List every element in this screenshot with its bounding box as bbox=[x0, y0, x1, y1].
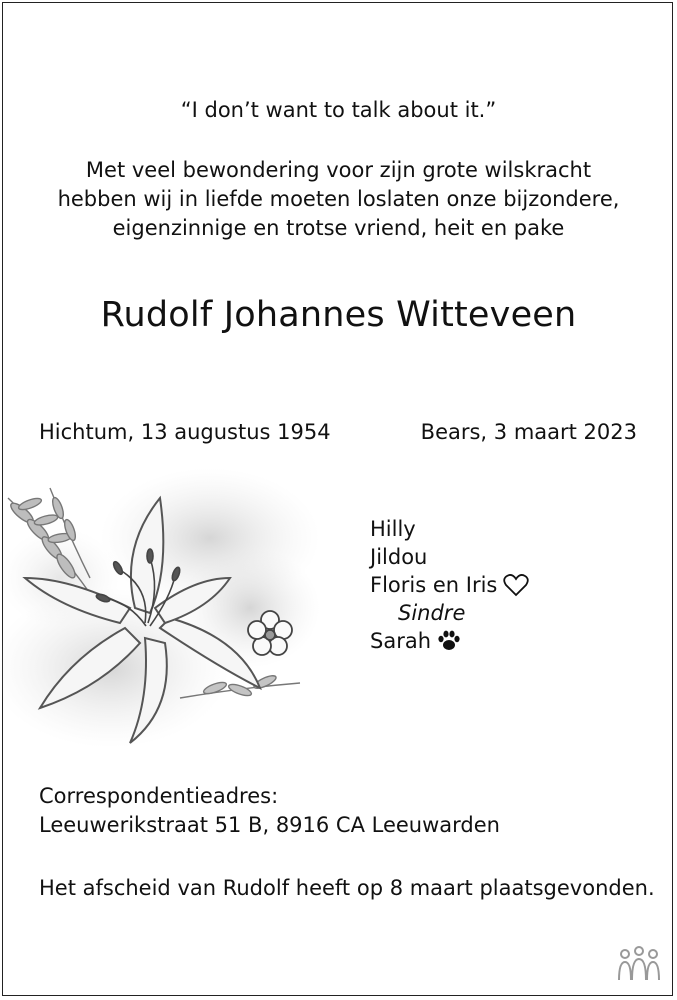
lily-illustration bbox=[0, 458, 340, 768]
correspondence-address: Leeuwerikstraat 51 B, 8916 CA Leeuwarden bbox=[39, 813, 500, 837]
correspondence bbox=[39, 782, 500, 840]
intro-line: Met veel bewondering voor zijn grote wilskracht bbox=[85, 158, 592, 182]
family-member bbox=[370, 515, 529, 543]
family-member-name: Sindre bbox=[398, 601, 466, 625]
death-place-date: Bears, 3 maart 2023 bbox=[420, 420, 637, 444]
family-member-name: Jildou bbox=[370, 545, 428, 569]
intro-text bbox=[0, 156, 677, 243]
correspondence-label: Correspondentieadres: bbox=[39, 784, 279, 808]
family-member bbox=[370, 599, 529, 627]
birth-place-date: Hichtum, 13 augustus 1954 bbox=[39, 420, 331, 444]
family-list bbox=[370, 515, 529, 655]
paw-print-icon bbox=[437, 630, 461, 652]
intro-line: hebben wij in liefde moeten loslaten onze bijzondere, bbox=[57, 187, 620, 211]
family-member-name: Floris en Iris bbox=[370, 573, 498, 597]
family-member bbox=[370, 571, 529, 599]
people-group-icon bbox=[615, 944, 663, 984]
deceased-name: Rudolf Johannes Witteveen bbox=[100, 295, 577, 335]
intro-line: eigenzinnige en trotse vriend, heit en pake bbox=[112, 216, 565, 240]
family-member bbox=[370, 543, 529, 571]
family-member-name: Sarah bbox=[370, 629, 432, 653]
family-member-name: Hilly bbox=[370, 517, 416, 541]
heart-outline-icon bbox=[503, 573, 529, 597]
family-member bbox=[370, 627, 529, 655]
quote: “I don’t want to talk about it.” bbox=[180, 98, 497, 122]
farewell-notice: Het afscheid van Rudolf heeft op 8 maart plaatsgevonden. bbox=[39, 876, 655, 900]
